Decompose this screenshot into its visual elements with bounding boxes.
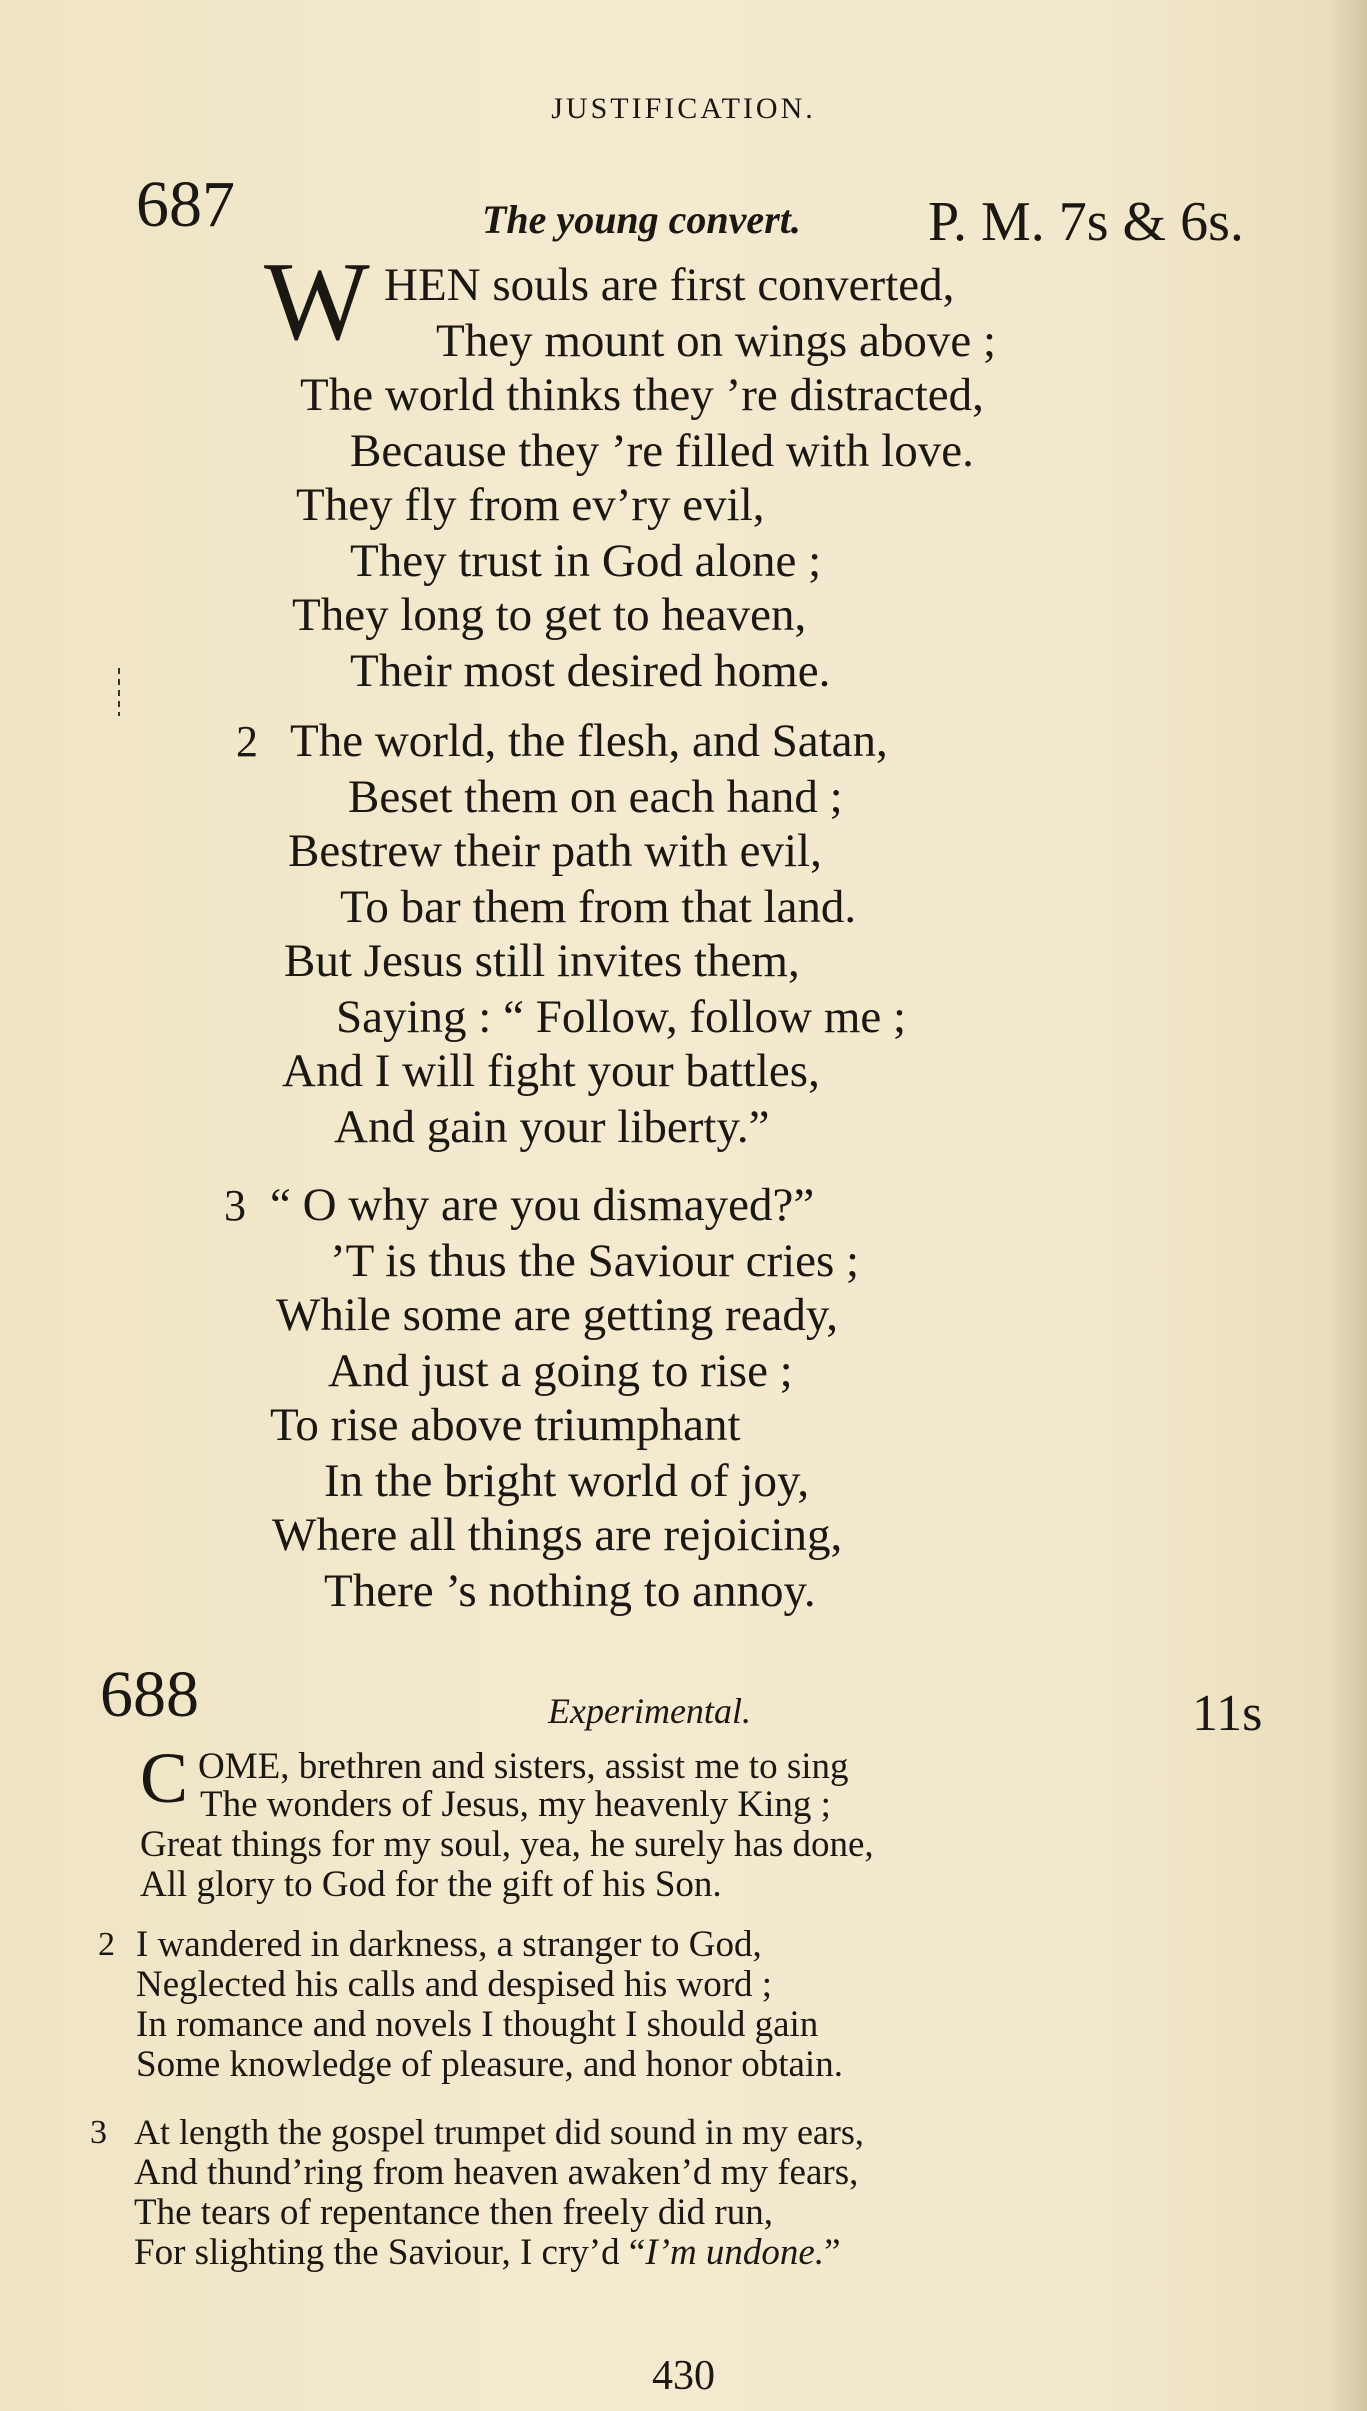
verse-line: Beset them on each hand ; — [348, 771, 843, 823]
verse-line: To rise above triumphant — [270, 1399, 741, 1451]
verse-line: I wandered in darkness, a stranger to God, — [136, 1924, 762, 1965]
running-head: JUSTIFICATION. — [551, 92, 816, 125]
stanza-number: 3 — [90, 2114, 107, 2151]
verse-line: They trust in God alone ; — [350, 535, 822, 587]
verse-line: But Jesus still invites them, — [284, 935, 800, 987]
line-text: For slighting the Saviour, I cry’d “ — [134, 2232, 646, 2273]
verse-line: Great things for my soul, yea, he surely has done, — [140, 1824, 874, 1865]
margin-mark — [118, 668, 120, 716]
italic-phrase: I’m undone. — [645, 2232, 825, 2273]
verse-line: ’T is thus the Saviour cries ; — [330, 1235, 860, 1287]
verse-line: In romance and novels I thought I should gain — [136, 2004, 819, 2045]
verse-line: HEN souls are first converted, — [384, 259, 955, 311]
verse-line: “ O why are you dismayed?” — [270, 1179, 815, 1231]
verse-line: And thund’ring from heaven awaken’d my fears, — [134, 2152, 859, 2193]
verse-line: At length the gospel trumpet did sound in my ears, — [134, 2112, 864, 2152]
stanza-number: 3 — [224, 1181, 246, 1230]
drop-cap: C — [140, 1738, 189, 1818]
verse-line: The wonders of Jesus, my heavenly King ; — [200, 1784, 831, 1825]
closing-quote: ” — [824, 2232, 841, 2273]
hymn-subtitle: The young convert. — [482, 197, 801, 242]
verse-line: Some knowledge of pleasure, and honor obtain. — [136, 2044, 843, 2085]
hymn-subtitle: Experimental. — [548, 1691, 751, 1731]
hymn-meter: P. M. 7s & 6s. — [928, 191, 1244, 253]
verse-line: Where all things are rejoicing, — [272, 1509, 843, 1561]
verse-line: The world, the flesh, and Satan, — [290, 715, 888, 767]
verse-line: The tears of repentance then freely did run, — [134, 2192, 773, 2233]
verse-line: OME, brethren and sisters, assist me to sing — [198, 1746, 849, 1787]
drop-cap: W — [264, 240, 370, 364]
page-number: 430 — [652, 2353, 715, 2399]
verse-line: Bestrew their path with evil, — [288, 825, 822, 877]
verse-line: They long to get to heaven, — [292, 589, 807, 641]
hymn-meter: 11s — [1192, 1685, 1263, 1742]
page-edge-shadow — [1327, 0, 1367, 2411]
verse-line: The world thinks they ’re distracted, — [300, 369, 984, 421]
stanza-number: 2 — [98, 1926, 115, 1963]
verse-line: While some are getting ready, — [276, 1289, 839, 1341]
stanza-number: 2 — [236, 717, 258, 766]
verse-line: And I will fight your battles, — [282, 1045, 820, 1097]
verse-line: To bar them from that land. — [340, 881, 857, 933]
verse-line: They fly from ev’ry evil, — [296, 479, 765, 531]
hymn-number: 688 — [100, 1658, 199, 1731]
verse-line — [134, 2234, 841, 2271]
verse-line: In the bright world of joy, — [324, 1455, 810, 1507]
verse-line: And just a going to rise ; — [328, 1345, 793, 1397]
verse-line: Because they ’re filled with love. — [350, 425, 974, 477]
verse-line: There ’s nothing to annoy. — [324, 1565, 816, 1617]
hymn-number: 687 — [136, 168, 235, 241]
verse-line: Their most desired home. — [350, 645, 831, 697]
verse-line: Neglected his calls and despised his word ; — [136, 1964, 773, 2005]
verse-line: They mount on wings above ; — [436, 315, 997, 367]
verse-line: All glory to God for the gift of his Son. — [140, 1864, 722, 1905]
verse-line: Saying : “ Follow, follow me ; — [336, 991, 907, 1043]
verse-line: And gain your liberty.” — [334, 1101, 770, 1153]
